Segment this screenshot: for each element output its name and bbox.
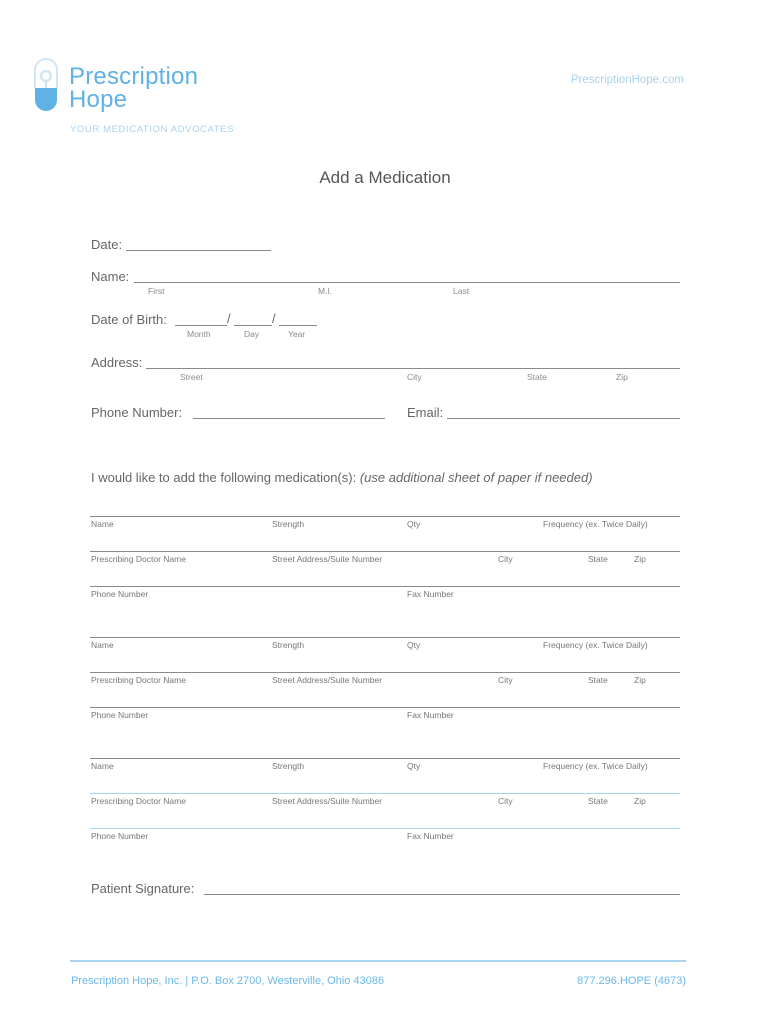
phone-label: Phone Number: bbox=[91, 405, 183, 420]
med1-strength-caption: Strength bbox=[272, 519, 305, 529]
brand-tagline: YOUR MEDICATION ADVOCATES bbox=[70, 124, 235, 135]
med2-row1-line[interactable] bbox=[90, 637, 680, 638]
dob-year-field[interactable] bbox=[279, 325, 317, 326]
med3-strength-caption: Strength bbox=[272, 761, 305, 771]
footer-phone: 877.296.HOPE (4673) bbox=[577, 975, 686, 987]
name-mi-caption: M.I. bbox=[318, 286, 333, 296]
phone-field[interactable] bbox=[193, 418, 385, 419]
med3-phone-caption: Phone Number bbox=[91, 831, 149, 841]
instructions-text: I would like to add the following medication(s): bbox=[91, 470, 357, 485]
med2-name-caption: Name bbox=[91, 640, 114, 650]
signature-field[interactable] bbox=[204, 894, 680, 895]
med1-name-caption: Name bbox=[91, 519, 114, 529]
med1-city-caption: City bbox=[498, 554, 513, 564]
med3-name-caption: Name bbox=[91, 761, 114, 771]
med1-row1-line[interactable] bbox=[90, 516, 680, 517]
med1-zip-caption: Zip bbox=[634, 554, 646, 564]
medication-instructions bbox=[91, 470, 593, 485]
med3-street-caption: Street Address/Suite Number bbox=[272, 796, 383, 806]
address-zip-caption: Zip bbox=[616, 372, 628, 382]
signature-label: Patient Signature: bbox=[91, 881, 195, 896]
logo-icon bbox=[32, 58, 60, 114]
med1-frequency-caption: Frequency (ex. Twice Daily) bbox=[543, 519, 648, 529]
dob-label: Date of Birth: bbox=[91, 312, 167, 327]
med2-row3-line[interactable] bbox=[90, 707, 680, 708]
brand-name-line2: Hope bbox=[69, 86, 128, 113]
dob-slash-1: / bbox=[227, 311, 231, 326]
med3-row3-line[interactable] bbox=[90, 828, 680, 829]
name-label: Name: bbox=[91, 269, 130, 284]
logo bbox=[32, 58, 60, 114]
med2-street-caption: Street Address/Suite Number bbox=[272, 675, 383, 685]
footer-divider bbox=[70, 960, 686, 962]
med3-row1-line[interactable] bbox=[90, 758, 680, 759]
dob-year-caption: Year bbox=[288, 329, 306, 339]
med3-row2-line[interactable] bbox=[90, 793, 680, 794]
website-link[interactable]: PrescriptionHope.com bbox=[570, 74, 684, 86]
address-street-caption: Street bbox=[180, 372, 203, 382]
dob-slash-2: / bbox=[272, 311, 276, 326]
med2-doctor-caption: Prescribing Doctor Name bbox=[91, 675, 186, 685]
med1-state-caption: State bbox=[588, 554, 608, 564]
med2-zip-caption: Zip bbox=[634, 675, 646, 685]
med2-strength-caption: Strength bbox=[272, 640, 305, 650]
med2-phone-caption: Phone Number bbox=[91, 710, 149, 720]
med2-row2-line[interactable] bbox=[90, 672, 680, 673]
med1-row3-line[interactable] bbox=[90, 586, 680, 587]
med3-qty-caption: Qty bbox=[407, 761, 421, 771]
med2-fax-caption: Fax Number bbox=[407, 710, 454, 720]
name-first-caption: First bbox=[148, 286, 165, 296]
email-label: Email: bbox=[407, 405, 444, 420]
instructions-note: (use additional sheet of paper if needed) bbox=[359, 470, 593, 485]
brand-name-line1: Prescription bbox=[69, 63, 199, 90]
med2-city-caption: City bbox=[498, 675, 513, 685]
address-state-caption: State bbox=[527, 372, 547, 382]
med2-qty-caption: Qty bbox=[407, 640, 421, 650]
med3-city-caption: City bbox=[498, 796, 513, 806]
med3-doctor-caption: Prescribing Doctor Name bbox=[91, 796, 186, 806]
address-label: Address: bbox=[91, 355, 143, 370]
email-field[interactable] bbox=[447, 418, 680, 419]
med3-state-caption: State bbox=[588, 796, 608, 806]
med1-row2-line[interactable] bbox=[90, 551, 680, 552]
med3-zip-caption: Zip bbox=[634, 796, 646, 806]
dob-month-field[interactable] bbox=[175, 325, 227, 326]
name-field[interactable] bbox=[134, 282, 680, 283]
med3-frequency-caption: Frequency (ex. Twice Daily) bbox=[543, 761, 648, 771]
address-city-caption: City bbox=[407, 372, 422, 382]
med1-phone-caption: Phone Number bbox=[91, 589, 149, 599]
date-field[interactable] bbox=[126, 250, 271, 251]
med2-state-caption: State bbox=[588, 675, 608, 685]
dob-month-caption: Month bbox=[187, 329, 211, 339]
med3-fax-caption: Fax Number bbox=[407, 831, 454, 841]
footer-address: Prescription Hope, Inc. | P.O. Box 2700, Westerville, Ohio 43086 bbox=[71, 975, 385, 987]
dob-day-field[interactable] bbox=[234, 325, 272, 326]
med1-qty-caption: Qty bbox=[407, 519, 421, 529]
dob-day-caption: Day bbox=[244, 329, 260, 339]
med2-frequency-caption: Frequency (ex. Twice Daily) bbox=[543, 640, 648, 650]
date-label: Date: bbox=[91, 237, 123, 252]
address-field[interactable] bbox=[146, 368, 680, 369]
page-title: Add a Medication bbox=[319, 168, 451, 187]
med1-street-caption: Street Address/Suite Number bbox=[272, 554, 383, 564]
med1-doctor-caption: Prescribing Doctor Name bbox=[91, 554, 186, 564]
med1-fax-caption: Fax Number bbox=[407, 589, 454, 599]
name-last-caption: Last bbox=[453, 286, 470, 296]
